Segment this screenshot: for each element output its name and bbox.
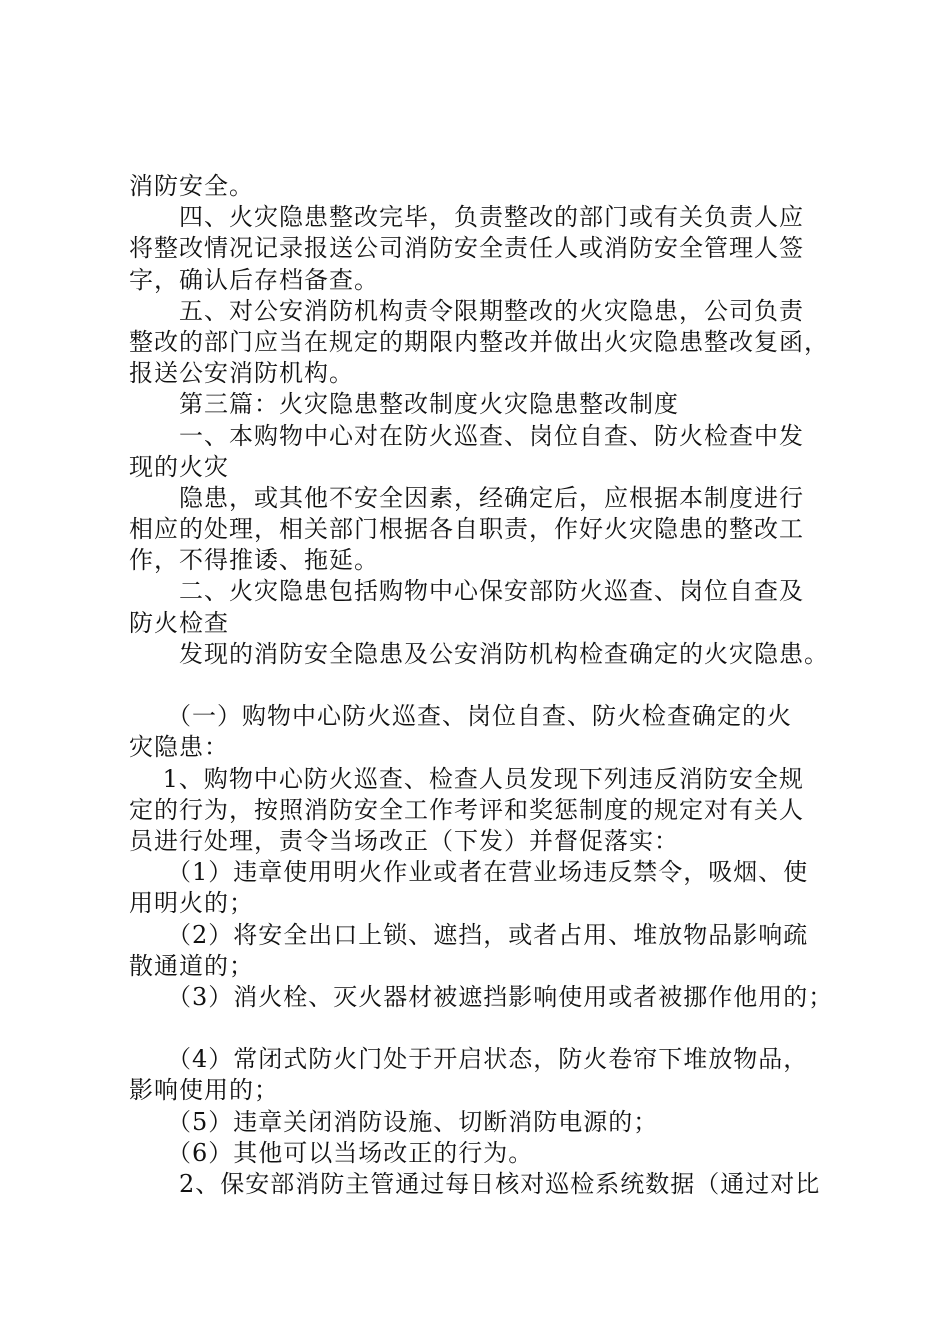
text-line: 整改的部门应当在规定的期限内整改并做出火灾隐患整改复函， [129,327,829,356]
blank-line [129,670,839,701]
text-line: 一、本购物中心对在防火巡查、岗位自查、防火检查中发 [129,421,804,450]
document-body [129,171,839,1200]
text-line: 隐患，或其他不安全因素，经确定后，应根据本制度进行 [129,483,804,512]
text-line: 1、购物中心防火巡查、检查人员发现下列违反消防安全规 [129,764,804,793]
text-line: 作，不得推诿、拖延。 [129,546,379,575]
text-line: 防火检查 [129,608,229,637]
text-line: 将整改情况记录报送公司消防安全责任人或消防安全管理人签 [129,234,804,263]
text-line: 字，确认后存档备查。 [129,265,379,294]
text-line: 发现的消防安全隐患及公安消防机构检查确定的火灾隐患。 [129,639,829,668]
list-item: （5）违章关闭消防设施、切断消防电源的； [129,1107,659,1136]
text-line: 相应的处理，相关部门根据各自职责，作好火灾隐患的整改工 [129,515,804,544]
text-line: 灾隐患： [129,733,229,762]
list-item: （6）其他可以当场改正的行为。 [129,1138,534,1167]
text-line: （一）购物中心防火巡查、岗位自查、防火检查确定的火 [129,702,792,731]
list-item: （2）将安全出口上锁、遮挡，或者占用、堆放物品影响疏 [129,920,809,949]
list-item: （1）违章使用明火作业或者在营业场违反禁令，吸烟、使 [129,858,809,887]
text-line: 报送公安消防机构。 [129,359,354,388]
text-line: 2、保安部消防主管通过每日核对巡检系统数据（通过对比 [129,1170,821,1198]
section-heading: 第三篇：火灾隐患整改制度火灾隐患整改制度 [129,390,679,419]
text-line: 四、火灾隐患整改完毕，负责整改的部门或有关负责人应 [129,203,804,232]
list-item: 散通道的； [129,951,254,980]
text-line: 员进行处理，责令当场改正（下发）并督促落实： [129,826,679,855]
list-item: 用明火的； [129,889,254,918]
text-line: 现的火灾 [129,452,229,481]
list-item: 影响使用的； [129,1076,279,1105]
text-line: 定的行为，按照消防安全工作考评和奖惩制度的规定对有关人 [129,795,804,824]
blank-line [129,1013,839,1044]
text-line: 消防安全。 [129,172,254,200]
list-item: （3）消火栓、灭火器材被遮挡影响使用或者被挪作他用的； [129,982,834,1011]
text-line: 二、火灾隐患包括购物中心保安部防火巡查、岗位自查及 [129,577,804,606]
list-item: （4）常闭式防火门处于开启状态，防火卷帘下堆放物品， [129,1045,809,1074]
text-line: 五、对公安消防机构责令限期整改的火灾隐患，公司负责 [129,296,804,325]
